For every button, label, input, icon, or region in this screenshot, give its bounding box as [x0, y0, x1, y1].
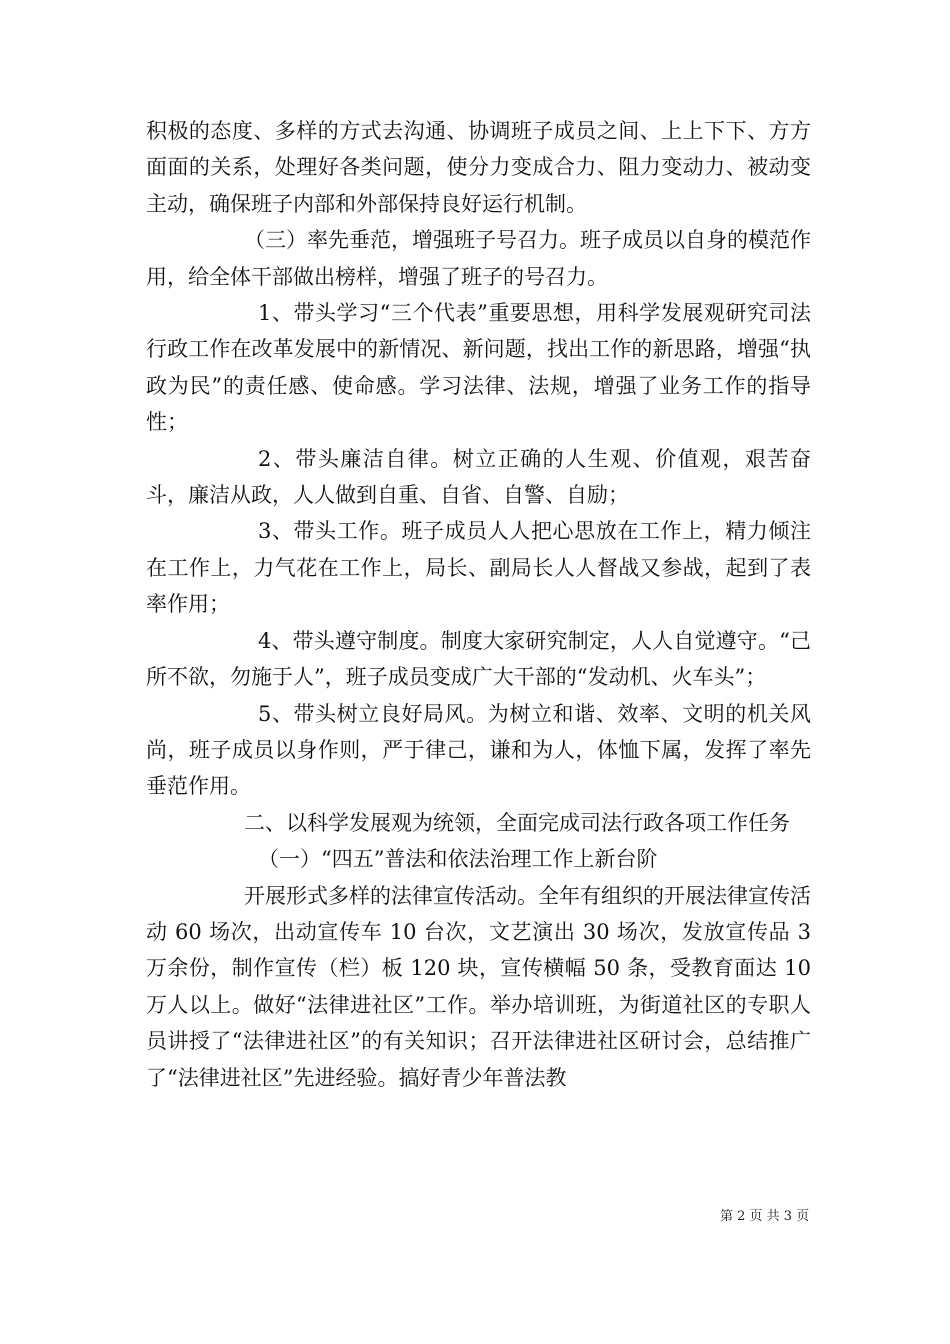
paragraph-section-three-heading: （三）率先垂范，增强班子号召力。班子成员以自身的模范作用，给全体干部做出榜样，增强了班子的号召力。 [146, 228, 811, 289]
paragraph-item-1: 1、带头学习“三个代表”重要思想，用科学发展观研究司法行政工作在改革发展中的新情况、新问题，找出工作的新思路，增强“执政为民”的责任感、使命感。学习法律、法规，增强了业务工作的指导性； [146, 301, 811, 435]
paragraph-item-3: 3、带头工作。班子成员人人把心思放在工作上，精力倾注在工作上，力气花在工作上，局长、副局长人人督战又参战，起到了表率作用； [146, 519, 811, 617]
paragraph-item-5: 5、带头树立良好局风。为树立和谐、效率、文明的机关风尚，班子成员以身作则，严于律己，谦和为人，体恤下属，发挥了率先垂范作用。 [146, 701, 811, 799]
subsection-one-heading: （一）“四五”普法和依法治理工作上新台阶 [258, 847, 658, 872]
section-two-heading: 二、以科学发展观为统领，全面完成司法行政各项工作任务 [244, 810, 790, 835]
document-body [146, 113, 811, 1096]
paragraph-item-2: 2、带头廉洁自律。树立正确的人生观、价值观，艰苦奋斗，廉洁从政，人人做到自重、自省、自警、自励； [146, 446, 811, 508]
paragraph-coordination: 积极的态度、多样的方式去沟通、协调班子成员之间、上上下下、方方面面的关系，处理好各类问题，使分力变成合力、阻力变动力、被动变主动，确保班子内部和外部保持良好运行机制。 [146, 119, 811, 216]
page-number-footer: 第 2 页 共 3 页 [720, 1209, 810, 1224]
paragraph-legal-promotion: 开展形式多样的法律宣传活动。全年有组织的开展法律宣传活动 60 场次，出动宣传车 10 台次，文艺演出 30 场次，发放宣传品 3 万余份，制作宣传（栏）板 120 块，宣传横幅 50 条，受教育面达 10 万人以上。做好“法律进社区”工作。举办培训班，为街道社区的专职人员讲授了“法律进社区”的有关知识；召开法律进社区研讨会，总结推广了“法律进社区”先进经验。搞好青少年普法教 [146, 883, 811, 1090]
paragraph-item-4: 4、带头遵守制度。制度大家研究制定，人人自觉遵守。“己所不欲，勿施于人”，班子成员变成广大干部的“发动机、火车头”； [146, 628, 811, 690]
